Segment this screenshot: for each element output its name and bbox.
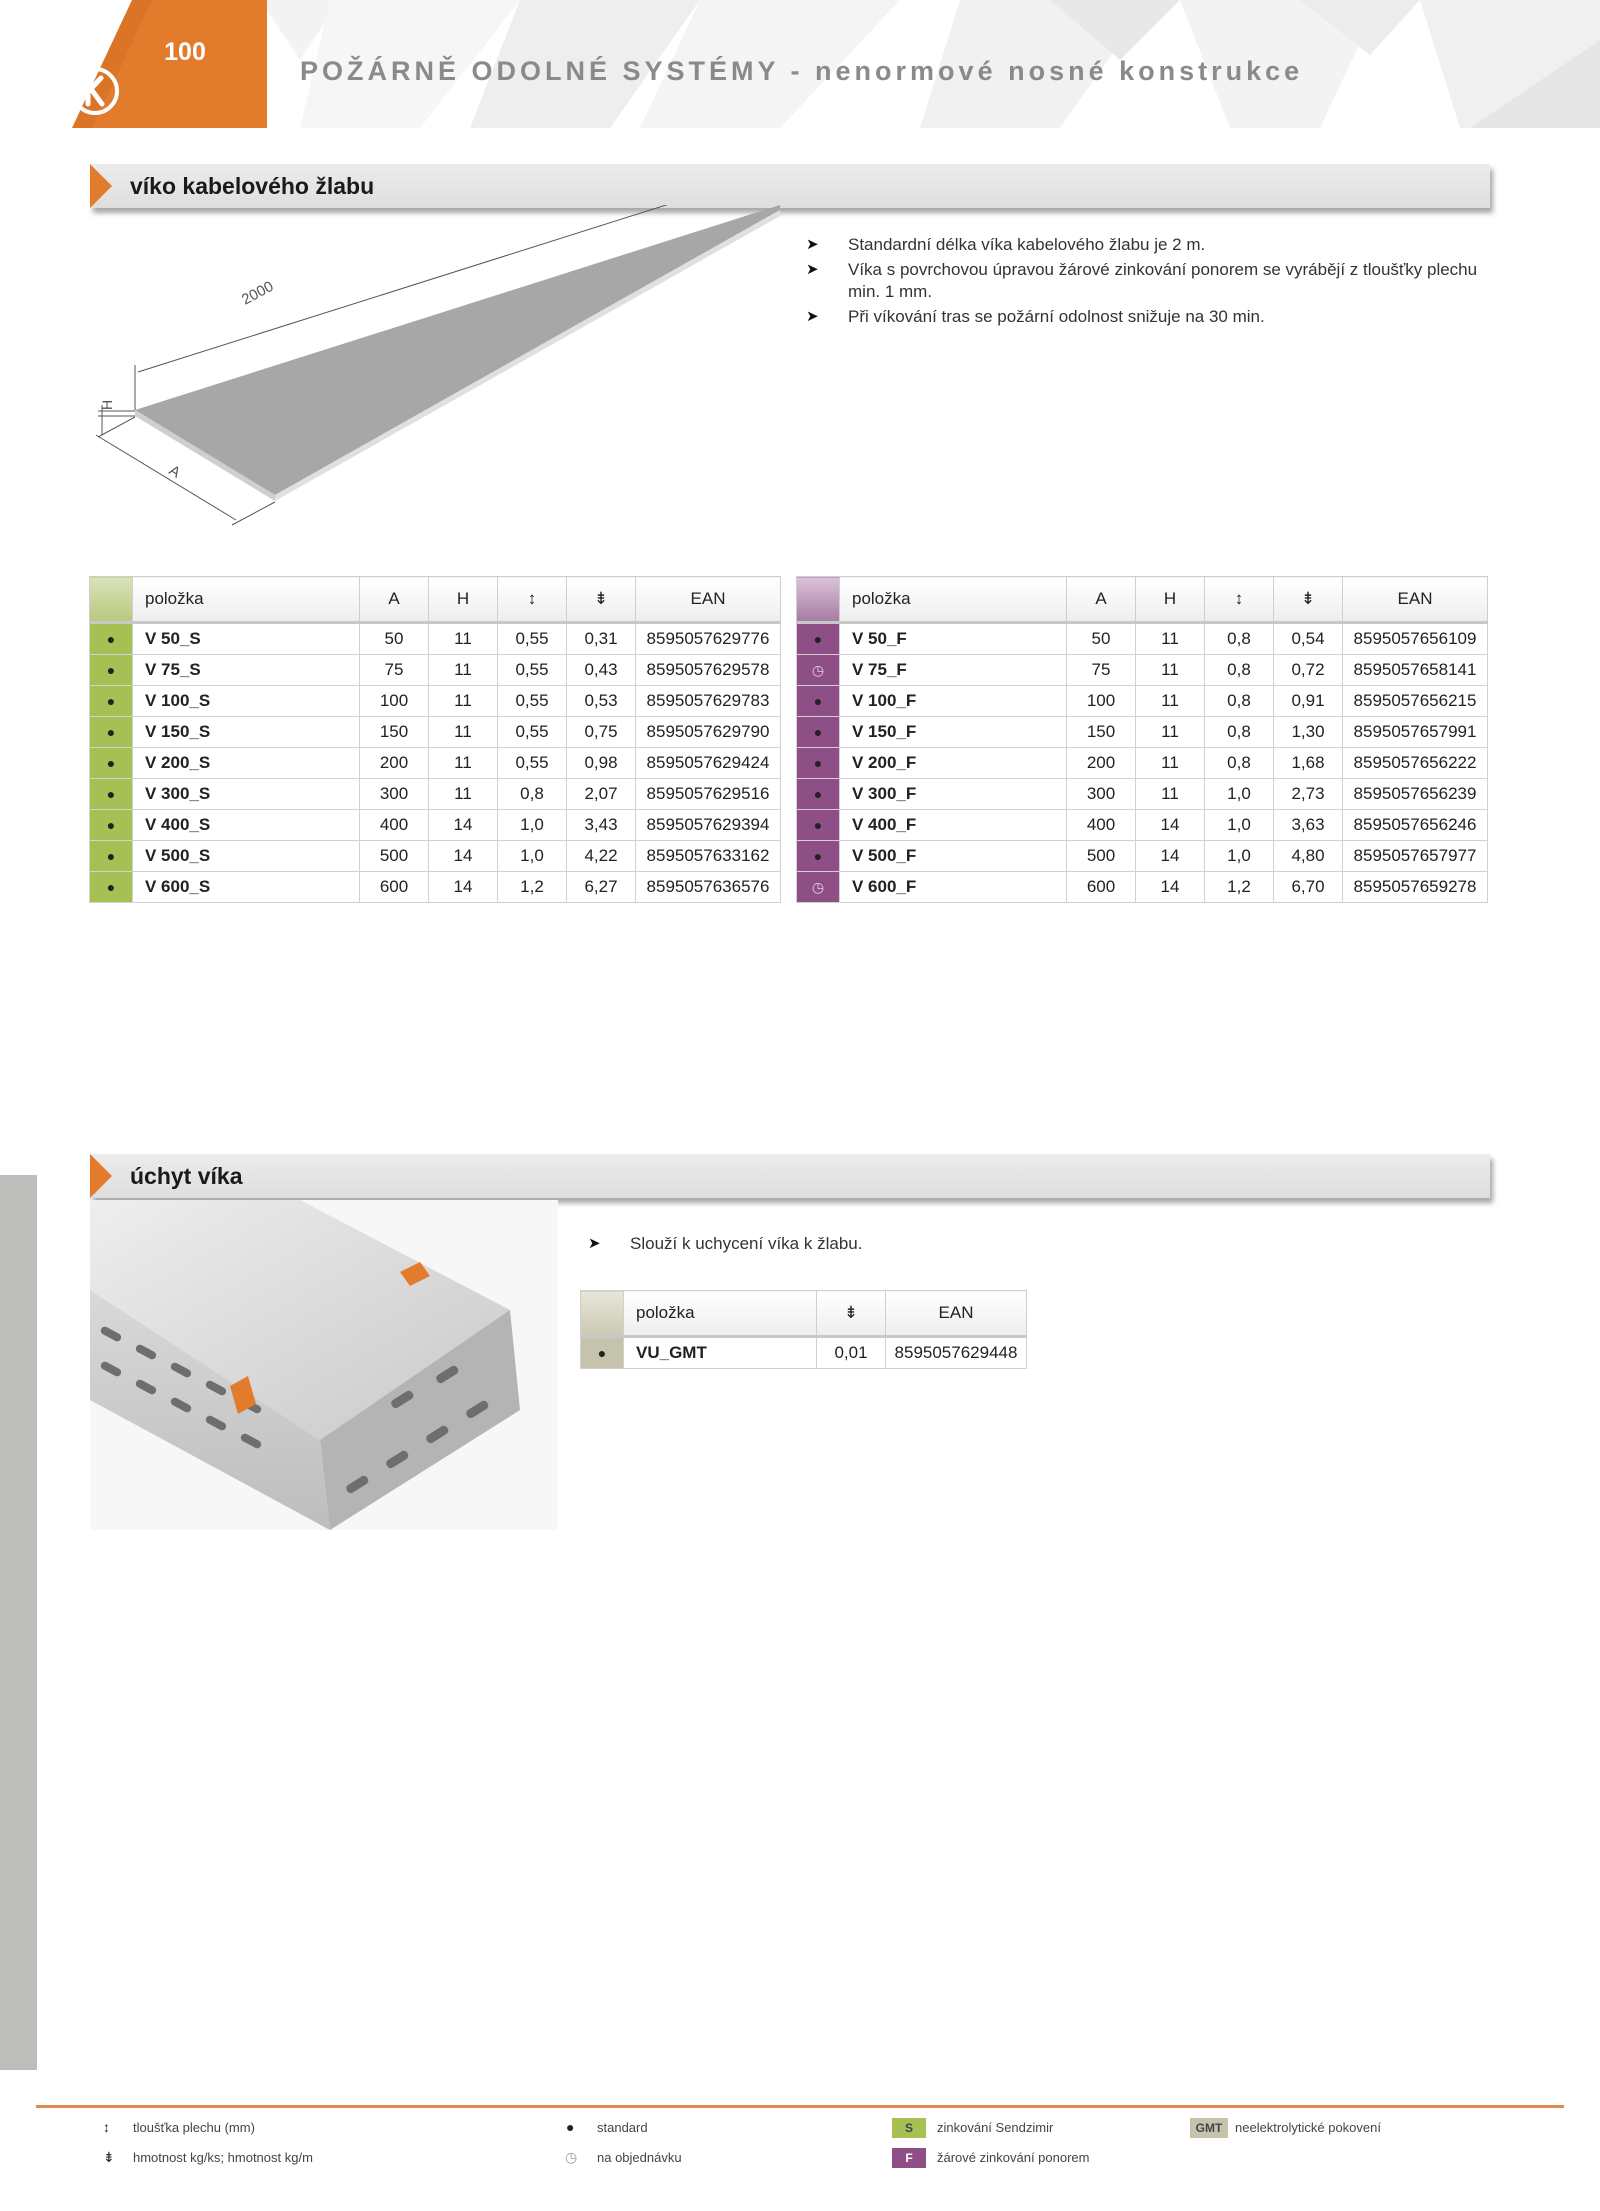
standard-dot-icon: ● [797,779,840,810]
cell-name: V 600_S [133,872,360,903]
cell-t: 0,55 [498,655,567,686]
header-h: H [1136,577,1205,623]
cell-a: 300 [360,779,429,810]
standard-dot-icon: ● [90,655,133,686]
cell-h: 11 [429,686,498,717]
cell-ean: 8595057629448 [886,1337,1027,1369]
cell-t: 0,8 [498,779,567,810]
table-row [90,841,781,872]
table-row [797,841,1488,872]
cell-a: 150 [360,717,429,748]
thickness-icon: ↕ [103,2119,110,2135]
cell-name: V 400_F [840,810,1067,841]
standard-dot-icon: ● [90,779,133,810]
standard-dot-icon: ● [90,872,133,903]
page-number: 100 [164,38,206,66]
cell-name: VU_GMT [624,1337,817,1369]
company-logo-icon [70,66,120,116]
legend-weight: hmotnost kg/ks; hmotnost kg/m [133,2150,313,2165]
cell-t: 0,8 [1205,623,1274,655]
note-item: ➤ Standardní délka víka kabelového žlabu je 2 m. [806,235,1206,254]
cell-a: 75 [360,655,429,686]
legend-s-badge: S [892,2118,926,2138]
table-row [797,623,1488,655]
header-item: položka [840,577,1067,623]
dim-length-label: 2000 [238,277,277,309]
cell-ean: 8595057658141 [1343,655,1488,686]
cell-t: 1,0 [1205,810,1274,841]
arrow-icon: ➤ [806,261,819,278]
cell-w: 4,80 [1274,841,1343,872]
cell-t: 1,0 [1205,779,1274,810]
legend-gmt-label: neelektrolytické pokovení [1235,2120,1381,2135]
cell-a: 50 [360,623,429,655]
cell-h: 14 [429,810,498,841]
standard-dot-icon: ● [581,1337,624,1369]
table-row [797,686,1488,717]
arrow-icon: ➤ [588,1235,601,1252]
note-item: ➤ Víka s povrchovou úpravou žárové zinkování ponorem se vyrábějí z tloušťky plechu min. 1 mm. [806,260,1478,301]
legend-s-label: zinkování Sendzimir [937,2120,1054,2135]
header-weight-icon: ⇟ [817,1291,886,1337]
cell-t: 0,55 [498,748,567,779]
cell-ean: 8595057629776 [636,623,781,655]
cell-a: 600 [1067,872,1136,903]
standard-dot-icon: ● [797,748,840,779]
cell-ean: 8595057656222 [1343,748,1488,779]
header-marker [797,577,840,623]
cell-t: 1,0 [1205,841,1274,872]
cell-t: 0,8 [1205,748,1274,779]
clip-product-image [90,1200,558,1530]
header-weight-icon: ⇟ [567,577,636,623]
header-ean: EAN [1343,577,1488,623]
cell-name: V 75_S [133,655,360,686]
standard-dot-icon: ● [797,717,840,748]
note-item: ➤ Při víkování tras se požární odolnost snižuje na 30 min. [806,307,1265,326]
cell-t: 0,55 [498,717,567,748]
table-row [797,655,1488,686]
table-row [797,717,1488,748]
cell-ean: 8595057657977 [1343,841,1488,872]
cell-name: V 300_F [840,779,1067,810]
cell-t: 0,55 [498,686,567,717]
cell-a: 150 [1067,717,1136,748]
standard-dot-icon: ● [797,841,840,872]
cover-table-hot-dip [796,576,1488,903]
standard-dot-icon: ● [797,686,840,717]
cell-a: 400 [360,810,429,841]
cell-h: 11 [429,623,498,655]
header-weight-icon: ⇟ [1274,577,1343,623]
cell-ean: 8595057656239 [1343,779,1488,810]
cell-w: 1,30 [1274,717,1343,748]
note-item: ➤ Slouží k uchycení víka k žlabu. [588,1234,863,1253]
cell-h: 11 [1136,779,1205,810]
cell-name: V 400_S [133,810,360,841]
arrow-icon: ➤ [806,236,819,253]
clock-icon: ◷ [797,655,840,686]
standard-dot-icon: ● [90,686,133,717]
standard-dot-icon: ● [90,810,133,841]
cell-h: 14 [1136,841,1205,872]
section-title: víko kabelového žlabu [130,173,375,199]
legend-f-badge: F [892,2148,926,2168]
table-row [90,686,781,717]
cell-a: 600 [360,872,429,903]
cell-t: 1,0 [498,810,567,841]
table-header-row [581,1291,1027,1337]
dim-height-label: H [99,399,115,410]
cell-w: 0,43 [567,655,636,686]
section-title: úchyt víka [130,1163,243,1189]
cover-notes [806,234,1486,328]
table-row [90,655,781,686]
cell-ean: 8595057636576 [636,872,781,903]
cell-w: 4,22 [567,841,636,872]
cell-ean: 8595057629424 [636,748,781,779]
cover-table-sendzimir [89,576,781,903]
legend-standard: standard [597,2120,648,2135]
standard-dot-icon: ● [90,623,133,655]
cell-a: 200 [360,748,429,779]
cell-ean: 8595057629790 [636,717,781,748]
table-row [797,872,1488,903]
cell-h: 14 [429,872,498,903]
cell-h: 14 [429,841,498,872]
footer-divider [36,2105,1564,2108]
cell-ean: 8595057656246 [1343,810,1488,841]
cell-ean: 8595057629394 [636,810,781,841]
cell-t: 0,8 [1205,655,1274,686]
header-thickness-icon: ↕ [498,577,567,623]
legend-order: na objednávku [597,2150,682,2165]
cell-name: V 200_F [840,748,1067,779]
cell-a: 500 [1067,841,1136,872]
cell-ean: 8595057656109 [1343,623,1488,655]
table-row [797,748,1488,779]
cell-a: 75 [1067,655,1136,686]
cell-h: 14 [1136,810,1205,841]
cell-h: 11 [429,717,498,748]
standard-dot-icon: ● [566,2119,575,2135]
standard-dot-icon: ● [797,810,840,841]
cell-w: 2,73 [1274,779,1343,810]
legend [0,2118,1600,2178]
cell-h: 14 [1136,872,1205,903]
standard-dot-icon: ● [797,623,840,655]
cell-t: 0,8 [1205,686,1274,717]
cell-h: 11 [429,779,498,810]
cell-w: 0,53 [567,686,636,717]
cell-name: V 50_F [840,623,1067,655]
cover-drawing [90,205,790,545]
cell-w: 2,07 [567,779,636,810]
clip-table-gmt [580,1290,1027,1369]
cell-name: V 150_S [133,717,360,748]
cell-h: 11 [1136,623,1205,655]
cell-h: 11 [1136,686,1205,717]
cell-ean: 8595057633162 [636,841,781,872]
clock-icon: ◷ [797,872,840,903]
cell-w: 1,68 [1274,748,1343,779]
page-title: POŽÁRNĚ ODOLNÉ SYSTÉMY - nenormové nosné konstrukce [300,56,1304,86]
cell-w: 0,98 [567,748,636,779]
banner-arrow-icon [90,164,112,208]
dim-width-label: A [165,461,184,482]
cell-w: 0,01 [817,1337,886,1369]
cell-w: 0,75 [567,717,636,748]
cell-ean: 8595057656215 [1343,686,1488,717]
legend-f-label: žárové zinkování ponorem [937,2150,1090,2165]
cell-name: V 300_S [133,779,360,810]
standard-dot-icon: ● [90,841,133,872]
cell-name: V 75_F [840,655,1067,686]
legend-gmt-badge: GMT [1190,2118,1228,2138]
side-bar [0,1175,37,2070]
banner-arrow-icon [90,1154,112,1198]
header-marker [90,577,133,623]
cell-name: V 100_S [133,686,360,717]
cell-w: 3,43 [567,810,636,841]
table-row [90,748,781,779]
header-a: A [360,577,429,623]
cell-w: 0,54 [1274,623,1343,655]
cell-name: V 600_F [840,872,1067,903]
cell-name: V 500_F [840,841,1067,872]
cell-t: 1,0 [498,841,567,872]
cell-name: V 50_S [133,623,360,655]
header-marker [581,1291,624,1337]
cell-w: 6,27 [567,872,636,903]
table-row [90,810,781,841]
section-banner-cover [90,164,1490,208]
table-header-row [797,577,1488,623]
weight-icon: ⇟ [103,2149,115,2165]
cell-w: 3,63 [1274,810,1343,841]
cell-ean: 8595057629516 [636,779,781,810]
table-header-row [90,577,781,623]
legend-thickness: tloušťka plechu (mm) [133,2120,255,2135]
arrow-icon: ➤ [806,308,819,325]
table-row [797,779,1488,810]
cell-w: 0,72 [1274,655,1343,686]
cell-a: 100 [360,686,429,717]
header-h: H [429,577,498,623]
section-banner-clip [90,1154,1490,1198]
header-ean: EAN [886,1291,1027,1337]
header-thickness-icon: ↕ [1205,577,1274,623]
table-row [90,779,781,810]
cell-h: 11 [429,655,498,686]
standard-dot-icon: ● [90,717,133,748]
cell-w: 0,91 [1274,686,1343,717]
header-item: položka [133,577,360,623]
cell-name: V 100_F [840,686,1067,717]
table-row [90,717,781,748]
cell-t: 0,8 [1205,717,1274,748]
cell-name: V 200_S [133,748,360,779]
table-row [797,810,1488,841]
cell-a: 50 [1067,623,1136,655]
table-row [90,623,781,655]
cell-h: 11 [429,748,498,779]
cell-a: 400 [1067,810,1136,841]
cell-ean: 8595057659278 [1343,872,1488,903]
cell-a: 200 [1067,748,1136,779]
header-a: A [1067,577,1136,623]
table-row [90,872,781,903]
cell-t: 1,2 [1205,872,1274,903]
header-ean: EAN [636,577,781,623]
clock-icon: ◷ [565,2149,578,2165]
cell-a: 300 [1067,779,1136,810]
cell-h: 11 [1136,748,1205,779]
header-item: položka [624,1291,817,1337]
cell-w: 0,31 [567,623,636,655]
cell-name: V 150_F [840,717,1067,748]
cell-h: 11 [1136,655,1205,686]
standard-dot-icon: ● [90,748,133,779]
cell-a: 100 [1067,686,1136,717]
cell-ean: 8595057629578 [636,655,781,686]
cell-name: V 500_S [133,841,360,872]
cell-t: 0,55 [498,623,567,655]
clip-notes [588,1233,1188,1255]
cell-h: 11 [1136,717,1205,748]
cell-t: 1,2 [498,872,567,903]
cell-ean: 8595057629783 [636,686,781,717]
cell-w: 6,70 [1274,872,1343,903]
table-row [581,1337,1027,1369]
cell-ean: 8595057657991 [1343,717,1488,748]
cell-a: 500 [360,841,429,872]
